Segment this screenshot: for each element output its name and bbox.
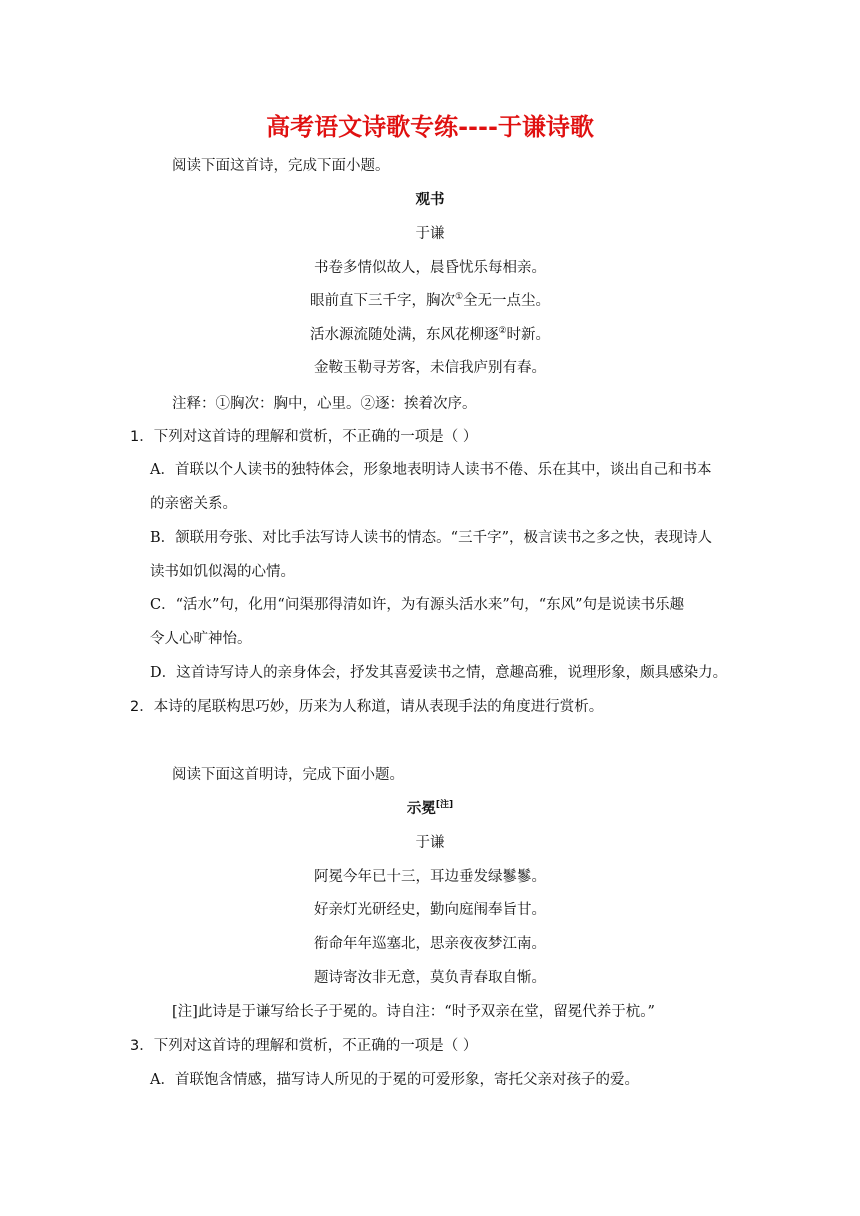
document-title: 高考语文诗歌专练----于谦诗歌	[266, 113, 594, 141]
footnote-mark-2: ②	[498, 326, 507, 337]
poem1-line-4: 金鞍玉勒寻芳客，未信我庐别有春。	[314, 360, 546, 376]
poem1-note: 注释：①胸次：胸中，心里。②逐：挨着次序。	[172, 396, 477, 412]
poem1-title: 观书	[415, 192, 445, 208]
poem2-note: [注]此诗是于谦写给长子于冕的。诗自注：“时予双亲在堂，留冕代养于杭。”	[172, 1004, 655, 1020]
poem1-line-3: 活水源流随处满，东风花柳逐②时新。	[309, 326, 551, 343]
q1-option-b-cont: 读书如饥似渴的心情。	[150, 564, 295, 580]
poem2-author: 于谦	[415, 835, 445, 851]
poem2-line-4: 题诗寄汝非无意，莫负青春取自惭。	[314, 970, 546, 986]
poem1-line-1: 书卷多情似故人，晨昏忧乐每相亲。	[314, 260, 546, 276]
q1-option-c: C．“活水”句，化用“问渠那得清如许，为有源头活水来”句，“东风”句是说读书乐趣	[150, 597, 685, 613]
question-number: 2．	[130, 699, 154, 715]
question-3	[130, 1036, 477, 1056]
question-stem: 下列对这首诗的理解和赏析，不正确的一项是（ ）	[153, 429, 478, 445]
q1-option-c-cont: 令人心旷神怡。	[150, 631, 252, 647]
poem2-line-1: 阿冕今年已十三，耳边垂发绿鬖鬖。	[314, 869, 546, 885]
poem2-title: 示冕[注]	[406, 800, 454, 817]
footnote-mark-1: ①	[454, 292, 464, 303]
q1-option-a: A．首联以个人读书的独特体会，形象地表明诗人读书不倦、乐在其中，谈出自己和书本	[150, 462, 712, 478]
q1-option-d: D．这首诗写诗人的亲身体会，抒发其喜爱读书之情，意趣高雅，说理形象，颇具感染力。	[150, 665, 728, 681]
q1-option-b: B．颔联用夸张、对比手法写诗人读书的情态。“三千字”，极言读书之多之快，表现诗人	[150, 530, 712, 546]
section2-intro: 阅读下面这首明诗，完成下面小题。	[172, 767, 404, 783]
question-1	[130, 427, 477, 447]
q3-option-a: A．首联饱含情感，描写诗人所见的于冕的可爱形象，寄托父亲对孩子的爱。	[150, 1072, 639, 1088]
section1-intro: 阅读下面这首诗，完成下面小题。	[172, 158, 390, 174]
q1-option-a-cont: 的亲密关系。	[150, 496, 237, 512]
poem2-line-3: 衔命年年巡塞北，思亲夜夜梦江南。	[314, 936, 546, 952]
question-number: 1．	[130, 429, 154, 445]
poem1-line-2: 眼前直下三千字，胸次①全无一点尘。	[309, 292, 551, 309]
question-stem: 本诗的尾联构思巧妙，历来为人称道，请从表现手法的角度进行赏析。	[153, 699, 604, 715]
poem2-title-note-mark: [注]	[435, 800, 454, 811]
question-2	[130, 697, 603, 717]
poem2-line-2: 好亲灯光研经史，勤向庭闱奉旨甘。	[314, 902, 546, 918]
question-number: 3．	[130, 1038, 154, 1054]
poem1-author: 于谦	[415, 226, 445, 242]
question-stem: 下列对这首诗的理解和赏析，不正确的一项是（ ）	[153, 1038, 478, 1054]
